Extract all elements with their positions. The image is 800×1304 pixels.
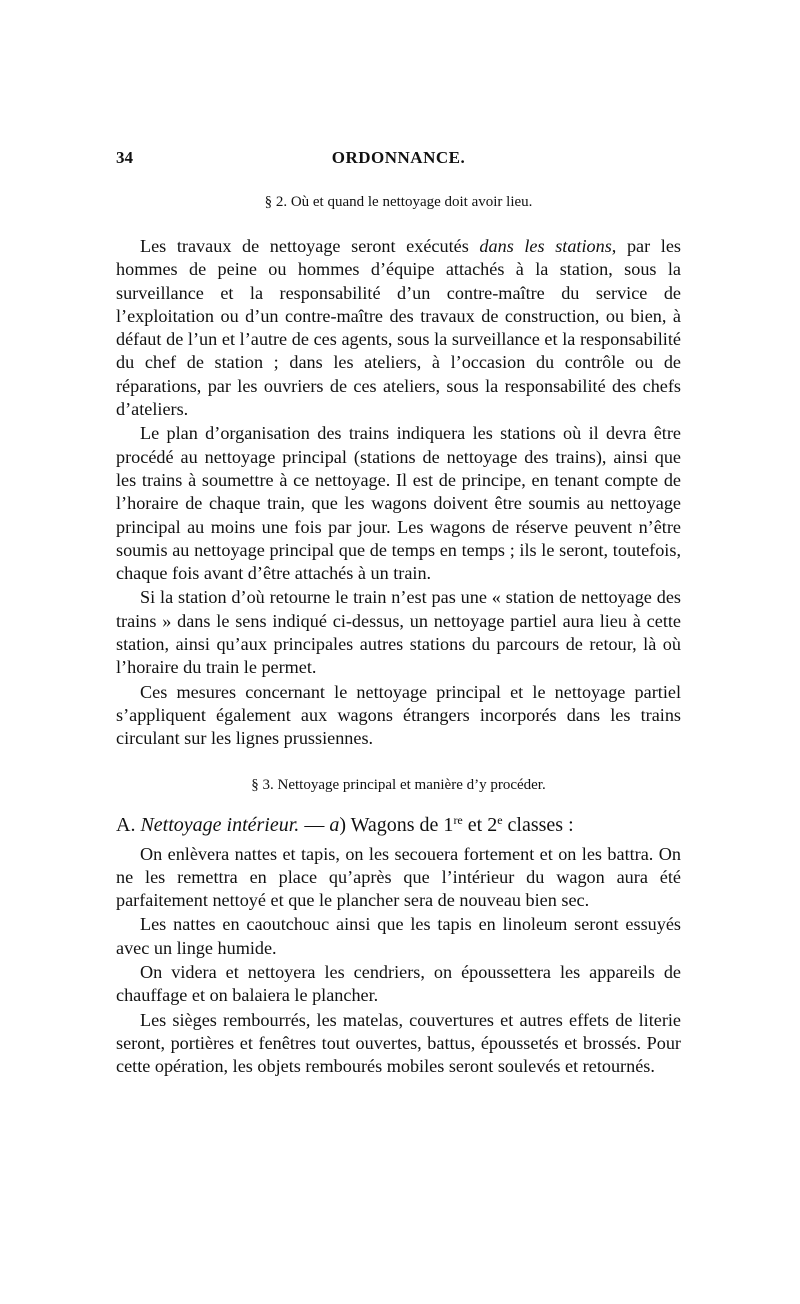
section-2-paragraph-3: Si la station d’où retourne le train n’est pas une « station de nettoyage des trains » dans le sens indiqué ci-dessus, un nettoyage partiel aura lieu à cette station, ainsi qu’aux principales autres stations du parcours de retour, là où l’horaire du train le permet. [116,587,681,678]
subsection-letter: A. [116,813,141,836]
section-3-paragraph-4: Les sièges rembourrés, les matelas, couvertures et autres effets de literie seront, portières et fenêtres tout ouvertes, battus, époussetés et brossés. Pour cette opération, les objets rembourés mobiles seront soulevés et retournés. [116,1009,681,1077]
subsection-title: Nettoyage intérieur. [140,813,300,836]
section-3-paragraph-1: On enlèvera nattes et tapis, on les secouera fortement et on les battra. On ne les remettra en place qu’après que l’intérieur du wagon aura été parfaitement nettoyé et que le plancher sera de nouveau bien sec. [116,843,681,911]
section-2-paragraph-1 [116,235,681,421]
emphasis-text: dans les stations [479,236,612,256]
book-page [116,140,681,1080]
section-2-heading: § 2. Où et quand le nettoyage doit avoir lieu. [264,194,533,210]
subsection-item-letter: a [329,813,340,836]
page-header [116,140,681,174]
section-2-paragraph-2: Le plan d’organisation des trains indiquera les stations où il devra être procédé au nettoyage principal (stations de nettoyage des trains), ainsi que les trains à soumettre à ce nettoyage. Il est de principe, en tenant compte de l’horaire de chaque train, que les wagons doivent être soumis au nettoyage principal au moins une fois par jour. Les wagons de réserve peuvent n’être soumis au nettoyage principal que de temps en temps ; ils le seront, toutefois, chaque fois avant d’être attachés à un train. [116,423,681,584]
running-title: ORDONNANCE. [331,148,466,167]
section-3-heading: § 3. Nettoyage principal et manière d’y procéder. [251,776,546,793]
subsection-item-text: et 2 [462,813,498,836]
section-2-paragraph-4: Ces mesures concernant le nettoyage principal et le nettoyage partiel s’appliquent également aux wagons étrangers incorporés dans les trains circulant sur les lignes prussiennes. [116,681,681,749]
page-number: 34 [116,148,133,167]
section-3-paragraph-2: Les nattes en caoutchouc ainsi que les tapis en linoleum seront essuyés avec un linge humide. [116,914,681,958]
subsection-item-text: classes : [502,813,574,836]
subsection-item-text: ) Wagons de 1 [339,813,454,836]
section-3-paragraph-3: On videra et nettoyera les cendriers, on époussettera les appareils de chauffage et on balaiera le plancher. [116,962,681,1006]
paragraph-text: , par les hommes de peine ou hommes d’équipe attachés à la station, sous la surveillance et la responsabilité d’un contre-maître du service de l’exploitation ou d’un contre-maître des travaux de construction, ou bien, à défaut de l’un et l’autre de ces agents, sous la surveillance et la responsabilité du chef de station ; dans les ateliers, à l’occasion du contrôle ou de réparations, par les ouvriers de ces ateliers, sous la responsabilité des chefs d’ateliers. [116,236,681,420]
subsection-dash: — [299,813,330,836]
superscript: e [497,812,503,827]
subsection-heading [116,814,681,837]
superscript: re [453,812,463,827]
paragraph-text: Les travaux de nettoyage seront exécutés [140,236,480,256]
